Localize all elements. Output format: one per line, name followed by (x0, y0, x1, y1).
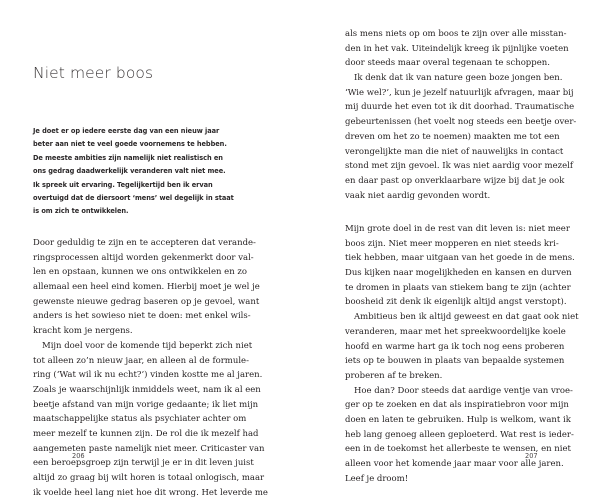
body-line: tot alleen zo’n nieuw jaar, en alleen al de formule- (33, 355, 249, 366)
intro-line: overtuigd dat de diersoort ‘mens’ wel degelijk in staat (33, 194, 234, 203)
intro-line: is om zich te ontwikkelen. (33, 207, 129, 216)
body-line: als mens niets op om boos te zijn over alle misstan- (345, 29, 567, 39)
body-line: Mijn grote doel in de rest van dit leven is: niet meer (345, 224, 570, 234)
body-line: boosheid zit denk ik eigenlijk altijd angst verstopt). (345, 297, 567, 308)
body-line: gewenste nieuwe gedrag baseren op je gevoel, want (33, 296, 260, 307)
body-line: een beroepsgroep zijn terwijl je er in dit leven juist (33, 458, 254, 469)
intro-line: De meeste ambities zijn namelijk niet realistisch en (33, 153, 223, 162)
body-line: altijd zo graag bij wilt horen is totaal onlogisch, maar (33, 473, 265, 483)
body-line: alleen voor het komende jaar maar voor alle jaren. (345, 459, 564, 469)
body-line: heb lang genoeg alleen geploeterd. Wat rest is ieder- (345, 429, 574, 440)
body-line: aangemeten paste namelijk niet meer. Criticaster van (33, 443, 265, 454)
body-line: ‘Wie wel?’, kun je jezelf natuurlijk afvragen, maar bij (345, 87, 574, 98)
page-number-right: 207 (525, 452, 538, 460)
body-line: Ik denk dat ik van nature geen boze jongen ben. (354, 73, 563, 84)
body-line: meer mezelf te kunnen zijn. De rol die ik mezelf had (33, 428, 259, 439)
page-number-left: 206 (72, 452, 85, 460)
intro-line: Je doet er op iedere eerste dag van een nieuw jaar (33, 127, 220, 135)
right-body-text-2 (345, 222, 579, 486)
body-line: ik voelde heel lang niet hoe dit wrong. Het leverde me (33, 487, 268, 498)
intro-line: ons gedrag daadwerkelijk veranderen valt niet mee. (33, 167, 226, 176)
body-line: Mijn doel voor de komende tijd beperkt zich niet (42, 340, 253, 351)
body-line: den in het vak. Uiteindelijk kreeg ik pijnlijke voeten (345, 43, 569, 54)
body-line: Door geduldig te zijn en te accepteren dat verande- (33, 238, 256, 248)
right-body-text-1 (345, 27, 577, 203)
body-line: proberen af te breken. (345, 370, 443, 381)
body-line: kracht kom je nergens. (33, 326, 133, 337)
body-line: te dromen in plaats van stiekem bang te zijn (achter (345, 282, 571, 293)
body-line: ring (‘Wat wil ik nu echt?’) vinden kostte me al jaren. (33, 370, 263, 381)
body-line: hoofd en warme hart ga ik toch nog eens proberen (345, 341, 565, 352)
body-line: boos zijn. Niet meer mopperen en niet steeds kri- (345, 238, 559, 249)
body-line: iets op te bouwen in plaats van bepaalde systemen (345, 356, 565, 367)
body-line: dreven om het zo te noemen) maakten me tot een (345, 131, 560, 142)
left-page (0, 0, 300, 498)
body-line: veranderen, maar met het spreekwoordelijke koele (345, 326, 566, 337)
body-line: mij duurde het even tot ik dit doorhad. Traumatische (345, 102, 575, 113)
body-line: allemaal een heel eind komen. Hierbij moet je wel je (33, 282, 260, 293)
body-line: doen en laten te gebruiken. Hulp is welkom, want ik (345, 414, 571, 425)
intro-line: beter aan niet te veel goede voornemens te hebben. (33, 140, 227, 149)
body-line: stond met zijn gevoel. Ik was niet aardig voor mezelf (345, 161, 573, 172)
body-line: Hoe dan? Door steeds dat aardige ventje van vroe- (354, 385, 573, 396)
body-line: ringsprocessen altijd worden gekenmerkt door val- (33, 252, 254, 263)
body-line: vaak niet aardig gevonden wordt. (345, 190, 491, 201)
body-line: door steeds maar overal tegenaan te schoppen. (345, 58, 550, 69)
body-line: ger op te zoeken en dat als inspiratiebron voor mijn (345, 400, 569, 411)
body-line: Dus kijken naar mogelijkheden en kansen en durven (345, 268, 572, 279)
intro-line: Ik spreek uit ervaring. Tegelijkertijd ben ik ervan (33, 180, 213, 189)
body-line: Zoals je waarschijnlijk inmiddels weet, nam ik al een (33, 384, 261, 395)
body-line: verongelijkte man die niet of nauwelijks in contact (345, 146, 564, 157)
body-line: beetje afstand van mijn vorige gedaante; ik liet mijn (33, 399, 259, 410)
body-line: len en opstaan, kunnen we ons ontwikkelen en zo (33, 267, 247, 278)
chapter-intro (33, 125, 273, 219)
body-line: Leef je droom! (345, 473, 409, 484)
body-line: maatschappelijke status als psychiater achter om (33, 414, 247, 425)
body-line: gebeurtenissen (het voelt nog steeds een beetje over- (345, 117, 577, 128)
chapter-title: Niet meer boos (33, 64, 154, 82)
body-line: Ambitieus ben ik altijd geweest en dat gaat ook niet (354, 312, 579, 323)
body-line: tiek hebben, maar uitgaan van het goede in de mens. (345, 253, 575, 264)
body-line: en daar past op onverklaarbare wijze bij dat je ook (345, 175, 565, 186)
body-line: een in de toekomst het allerbeste te wensen, en niet (345, 444, 571, 455)
left-body-text (33, 236, 268, 500)
body-line: anders is het sowieso niet te doen: met enkel wils- (33, 311, 251, 322)
